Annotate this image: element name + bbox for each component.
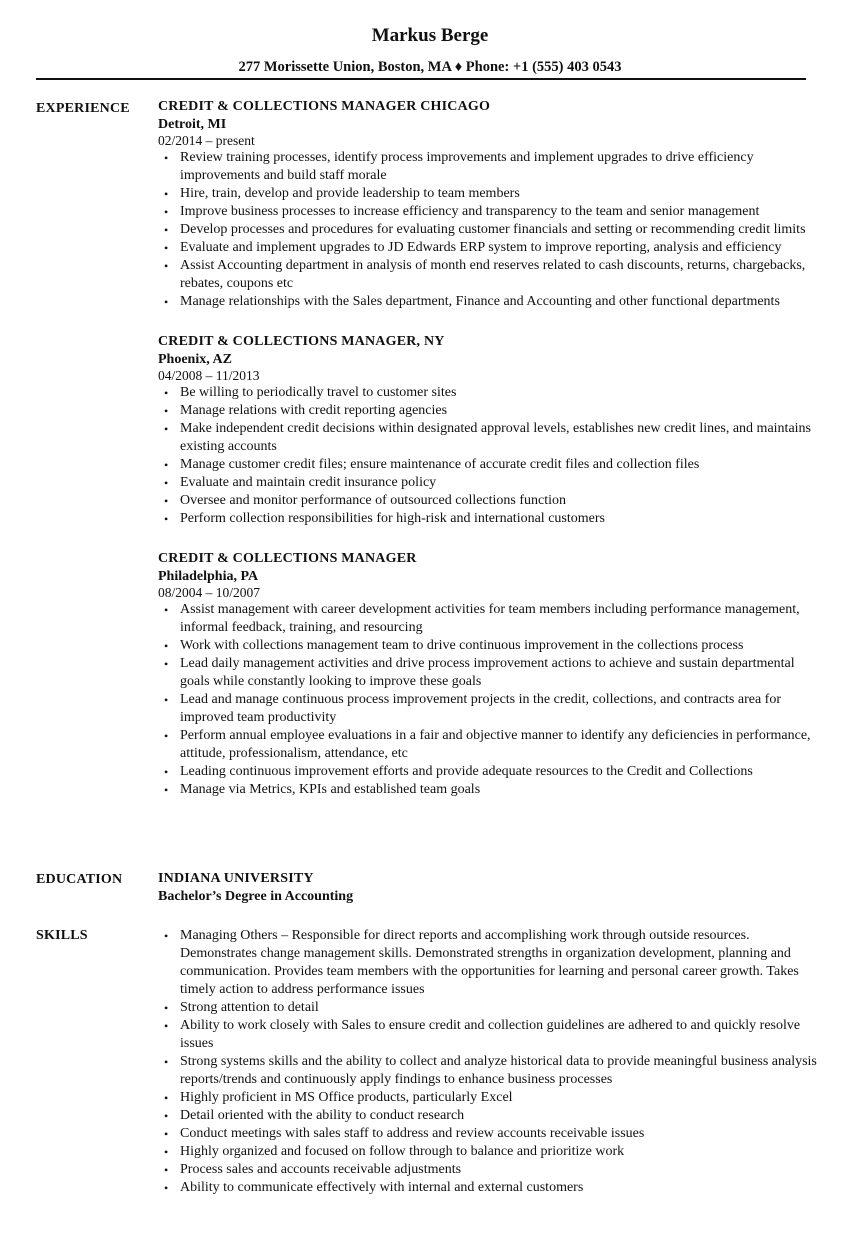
job-dates: 02/2014 – present bbox=[158, 133, 255, 148]
bullet-text: Lead and manage continuous process improvement projects in the credit, collections, and contracts area for improved team productivity bbox=[180, 692, 782, 725]
bullet-text: Manage via Metrics, KPIs and established team goals bbox=[180, 782, 481, 797]
list-item bbox=[158, 420, 818, 456]
education-heading: EDUCATION bbox=[36, 872, 123, 887]
list-item bbox=[158, 185, 818, 203]
job-bullets bbox=[158, 149, 818, 311]
bullet-icon: • bbox=[164, 639, 169, 653]
bullet-icon: • bbox=[164, 657, 169, 671]
bullet-text: Conduct meetings with sales staff to address and review accounts receivable issues bbox=[180, 1126, 645, 1141]
job-bullets bbox=[158, 601, 818, 799]
bullet-icon: • bbox=[164, 422, 169, 436]
list-item bbox=[158, 384, 818, 402]
contact-line: 277 Morissette Union, Boston, MA ♦ Phone: +1 (555) 403 0543 bbox=[238, 59, 622, 75]
bullet-text: Improve business processes to increase efficiency and transparency to the team and senior management bbox=[180, 204, 760, 219]
bullet-text: Hire, train, develop and provide leadership to team members bbox=[180, 186, 520, 201]
bullet-text: Process sales and accounts receivable adjustments bbox=[180, 1162, 462, 1177]
bullet-text: Review training processes, identify process improvements and implement upgrades to drive efficiency improvements and build staff morale bbox=[180, 150, 754, 183]
bullet-icon: • bbox=[164, 512, 169, 526]
list-item bbox=[158, 1125, 818, 1143]
bullet-icon: • bbox=[164, 929, 169, 943]
job-location: Detroit, MI bbox=[158, 117, 227, 132]
bullet-icon: • bbox=[164, 1109, 169, 1123]
list-item bbox=[158, 637, 818, 655]
bullet-text: Strong systems skills and the ability to collect and analyze historical data to provide meaningful business analysis reports/trends and continuously apply findings to enhance business processes bbox=[180, 1054, 817, 1087]
job-title: CREDIT & COLLECTIONS MANAGER bbox=[158, 551, 417, 566]
bullet-icon: • bbox=[164, 1163, 169, 1177]
bullet-icon: • bbox=[164, 241, 169, 255]
list-item bbox=[158, 727, 818, 763]
bullet-icon: • bbox=[164, 386, 169, 400]
list-item bbox=[158, 203, 818, 221]
bullet-text: Make independent credit decisions within designated approval levels, establishes new credit lines, and maintains existing accounts bbox=[180, 421, 811, 454]
bullet-icon: • bbox=[164, 783, 169, 797]
bullet-icon: • bbox=[164, 603, 169, 617]
bullet-icon: • bbox=[164, 494, 169, 508]
job-entry bbox=[158, 333, 818, 528]
job-dates: 04/2008 – 11/2013 bbox=[158, 368, 260, 383]
bullet-text: Perform collection responsibilities for high-risk and international customers bbox=[180, 511, 605, 526]
bullet-text: Assist Accounting department in analysis of month end reserves related to cash discounts, returns, chargebacks, rebates, coupons etc bbox=[180, 258, 806, 291]
list-item bbox=[158, 492, 818, 510]
list-item bbox=[158, 1089, 818, 1107]
experience-body bbox=[158, 98, 818, 821]
job-title: CREDIT & COLLECTIONS MANAGER, NY bbox=[158, 334, 445, 349]
skills-body bbox=[158, 927, 818, 1197]
bullet-text: Oversee and monitor performance of outsourced collections function bbox=[180, 493, 567, 508]
list-item bbox=[158, 1017, 818, 1053]
list-item bbox=[158, 293, 818, 311]
list-item bbox=[158, 691, 818, 727]
bullet-text: Highly proficient in MS Office products, particularly Excel bbox=[180, 1090, 513, 1105]
list-item bbox=[158, 456, 818, 474]
bullet-icon: • bbox=[164, 1055, 169, 1069]
bullet-icon: • bbox=[164, 259, 169, 273]
bullet-text: Leading continuous improvement efforts and provide adequate resources to the Credit and Collections bbox=[180, 764, 753, 779]
bullet-icon: • bbox=[164, 1145, 169, 1159]
experience-heading: EXPERIENCE bbox=[36, 101, 130, 116]
list-item bbox=[158, 474, 818, 492]
bullet-icon: • bbox=[164, 223, 169, 237]
list-item bbox=[158, 1107, 818, 1125]
job-dates: 08/2004 – 10/2007 bbox=[158, 585, 261, 600]
list-item bbox=[158, 655, 818, 691]
bullet-icon: • bbox=[164, 693, 169, 707]
bullet-text: Detail oriented with the ability to conduct research bbox=[180, 1108, 465, 1123]
list-item bbox=[158, 763, 818, 781]
bullet-icon: • bbox=[164, 1091, 169, 1105]
bullet-icon: • bbox=[164, 729, 169, 743]
list-item bbox=[158, 927, 818, 999]
education-body bbox=[158, 870, 818, 905]
bullet-icon: • bbox=[164, 1181, 169, 1195]
bullet-icon: • bbox=[164, 765, 169, 779]
degree: Bachelor’s Degree in Accounting bbox=[158, 889, 354, 904]
bullet-text: Assist management with career development activities for team members including performance management, informal feedback, training, and resourcing bbox=[180, 602, 800, 635]
bullet-icon: • bbox=[164, 151, 169, 165]
bullet-icon: • bbox=[164, 404, 169, 418]
bullet-text: Manage relationships with the Sales department, Finance and Accounting and other functional departments bbox=[180, 294, 780, 309]
job-entry bbox=[158, 98, 818, 311]
list-item bbox=[158, 781, 818, 799]
list-item bbox=[158, 1053, 818, 1089]
bullet-text: Manage customer credit files; ensure maintenance of accurate credit files and collection files bbox=[180, 457, 700, 472]
list-item bbox=[158, 149, 818, 185]
bullet-icon: • bbox=[164, 295, 169, 309]
job-title: CREDIT & COLLECTIONS MANAGER CHICAGO bbox=[158, 99, 491, 114]
bullet-text: Evaluate and maintain credit insurance policy bbox=[180, 475, 437, 490]
bullet-icon: • bbox=[164, 476, 169, 490]
bullet-text: Work with collections management team to drive continuous improvement in the collections process bbox=[180, 638, 744, 653]
bullet-text: Highly organized and focused on follow through to balance and prioritize work bbox=[180, 1144, 625, 1159]
list-item bbox=[158, 221, 818, 239]
job-bullets bbox=[158, 384, 818, 528]
bullet-icon: • bbox=[164, 1001, 169, 1015]
bullet-text: Develop processes and procedures for evaluating customer financials and setting or recommending credit limits bbox=[180, 222, 806, 237]
bullet-text: Be willing to periodically travel to customer sites bbox=[180, 385, 457, 400]
bullet-icon: • bbox=[164, 187, 169, 201]
bullet-text: Strong attention to detail bbox=[180, 1000, 319, 1015]
list-item bbox=[158, 1179, 818, 1197]
bullet-text: Lead daily management activities and drive process improvement actions to achieve and sustain departmental goals while constantly looking to improve these goals bbox=[180, 656, 795, 689]
bullet-icon: • bbox=[164, 458, 169, 472]
list-item bbox=[158, 999, 818, 1017]
bullet-text: Managing Others – Responsible for direct reports and accomplishing work through outside resources. Demonstrates change management skills. Demonstrated strengths in organization development, planning and communication. Provides team members with the opportunities for learning and personal career growth. Takes timely action to address performance issues bbox=[180, 928, 799, 997]
candidate-name: Markus Berge bbox=[371, 25, 489, 46]
list-item bbox=[158, 239, 818, 257]
job-location: Philadelphia, PA bbox=[158, 569, 259, 584]
bullet-text: Evaluate and implement upgrades to JD Edwards ERP system to improve reporting, analysis and efficiency bbox=[180, 240, 782, 255]
bullet-text: Perform annual employee evaluations in a fair and objective manner to identify any deficiencies in performance, attitude, professionalism, attendance, etc bbox=[180, 728, 811, 761]
job-location: Phoenix, AZ bbox=[158, 352, 232, 367]
list-item bbox=[158, 510, 818, 528]
skills-list bbox=[158, 927, 818, 1197]
school-name: INDIANA UNIVERSITY bbox=[158, 871, 314, 886]
job-entry bbox=[158, 550, 818, 799]
bullet-icon: • bbox=[164, 1127, 169, 1141]
bullet-text: Manage relations with credit reporting agencies bbox=[180, 403, 448, 418]
bullet-text: Ability to work closely with Sales to ensure credit and collection guidelines are adhered to and quickly resolve issues bbox=[180, 1018, 801, 1051]
list-item bbox=[158, 1143, 818, 1161]
skills-heading: SKILLS bbox=[36, 928, 88, 943]
header-divider bbox=[36, 78, 806, 80]
list-item bbox=[158, 601, 818, 637]
list-item bbox=[158, 402, 818, 420]
list-item bbox=[158, 257, 818, 293]
list-item bbox=[158, 1161, 818, 1179]
bullet-icon: • bbox=[164, 205, 169, 219]
bullet-icon: • bbox=[164, 1019, 169, 1033]
bullet-text: Ability to communicate effectively with internal and external customers bbox=[180, 1180, 584, 1195]
